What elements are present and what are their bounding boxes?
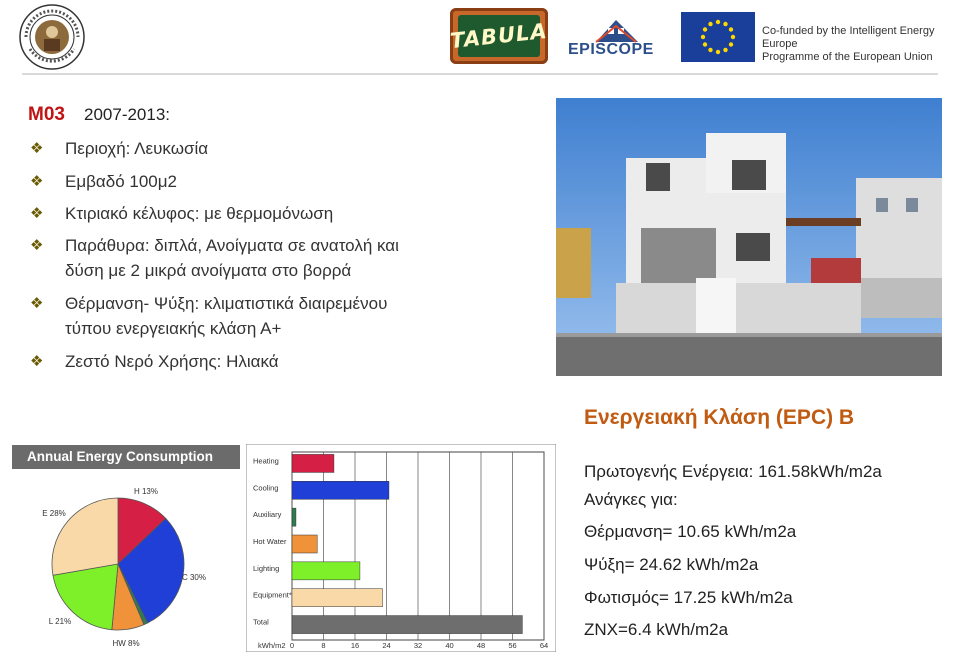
building-code: M03 [28,104,65,125]
x-tick-label: 64 [539,641,549,650]
x-tick-label: 16 [350,641,360,650]
house-photo [556,98,942,376]
pie-slice-label: L 21% [48,617,72,626]
attribute-text: Ζεστό Νερό Χρήσης: Ηλιακά [65,352,279,371]
bar [292,616,522,634]
x-tick-label: 56 [508,641,517,650]
eu-funding-text [762,25,960,64]
eu-star-icon [729,27,733,31]
diamond-bullet-icon: ❖ [30,205,44,222]
bar-category-label: Lighting [253,563,280,573]
episcope-logo [566,14,666,62]
bar [292,508,296,526]
pie-slice-label: HW 8% [112,639,140,648]
x-axis-label: kWh/m2 [258,641,286,650]
eu-star-icon [716,20,720,24]
tabula-logo [450,8,548,64]
eu-star-icon [729,42,733,46]
eu-flag-icon [681,12,755,62]
x-tick-label: 8 [321,641,326,650]
eu-star-icon [723,22,727,26]
diamond-bullet-icon: ❖ [30,295,44,312]
lighting-need: Φωτισμός= 17.25 kWh/m2a [584,588,793,607]
bar [292,481,389,499]
pie-slice-label: H 13% [133,487,159,496]
tabula-logo-text: TABULA [449,18,549,54]
eu-star-icon [723,48,727,52]
building-period: 2007-2013: [84,105,171,124]
attribute-text: Παράθυρα: διπλά, Ανοίγματα σε ανατολή και [65,236,399,255]
x-tick-label: 40 [445,641,454,650]
diamond-bullet-icon: ❖ [30,237,44,254]
bar [292,454,334,472]
eu-star-icon [716,50,720,54]
bar-category-label: Total [253,617,269,627]
bar-category-label: Auxiliary [253,510,282,520]
x-tick-label: 48 [476,641,486,650]
pie-slice-label: C 30% [181,573,207,582]
heating-need: Θέρμανση= 10.65 kWh/m2a [584,522,797,541]
episcope-logo-text: EPISCOPE [568,41,654,58]
cooling-need: Ψύξη= 24.62 kWh/m2a [584,555,759,574]
bar [292,589,383,607]
dhw-need: ZNX=6.4 kWh/m2a [584,620,729,639]
eu-funding-line2: Programme of the European Union [762,51,933,63]
eu-star-icon [703,27,707,31]
diamond-bullet-icon: ❖ [30,173,44,190]
chart-title: Annual Energy Consumption [12,445,240,469]
x-tick-label: 24 [382,641,391,650]
attribute-text: Κτιριακό κέλυφος: με θερμομόνωση [65,204,334,223]
eu-funding-line1: Co-funded by the Intelligent Energy Europe [762,25,935,50]
attribute-text: τύπου ενεργειακής κλάση Α+ [65,319,282,338]
university-seal-icon [16,3,88,71]
attribute-text: Θέρμανση- Ψύξη: κλιματιστικά διαιρεμένου [65,294,388,313]
eu-star-icon [703,42,707,46]
needs-label: Ανάγκες για: [584,490,678,509]
bar-category-label: Cooling [253,483,279,493]
bar [292,535,317,553]
diamond-bullet-icon: ❖ [30,140,44,157]
eu-star-icon [708,22,712,26]
attribute-text: Περιοχή: Λευκωσία [65,139,209,158]
eu-star-icon [701,35,705,39]
bar-chart [246,444,556,652]
pie-slice-label: E 28% [42,509,66,518]
epc-title: Ενεργειακή Κλάση (EPC) B [584,406,855,429]
episcope-house-icon [566,14,666,44]
pie-chart [12,470,240,652]
eu-star-icon [708,48,712,52]
attribute-text: Εμβαδό 100μ2 [65,172,177,191]
bar-category-label: Heating [253,456,279,466]
x-tick-label: 0 [289,641,295,650]
attribute-text: δύση με 2 μικρά ανοίγματα στο βορρά [65,261,352,280]
bar-category-label: Hot Water [253,537,287,546]
bar-category-label: Equipment* [253,590,292,600]
header-divider [22,73,938,75]
bar [292,562,360,580]
eu-star-icon [731,35,735,39]
x-tick-label: 32 [413,641,423,650]
primary-energy: Πρωτογενής Ενέργεια: 161.58kWh/m2a [584,462,882,481]
diamond-bullet-icon: ❖ [30,353,44,370]
